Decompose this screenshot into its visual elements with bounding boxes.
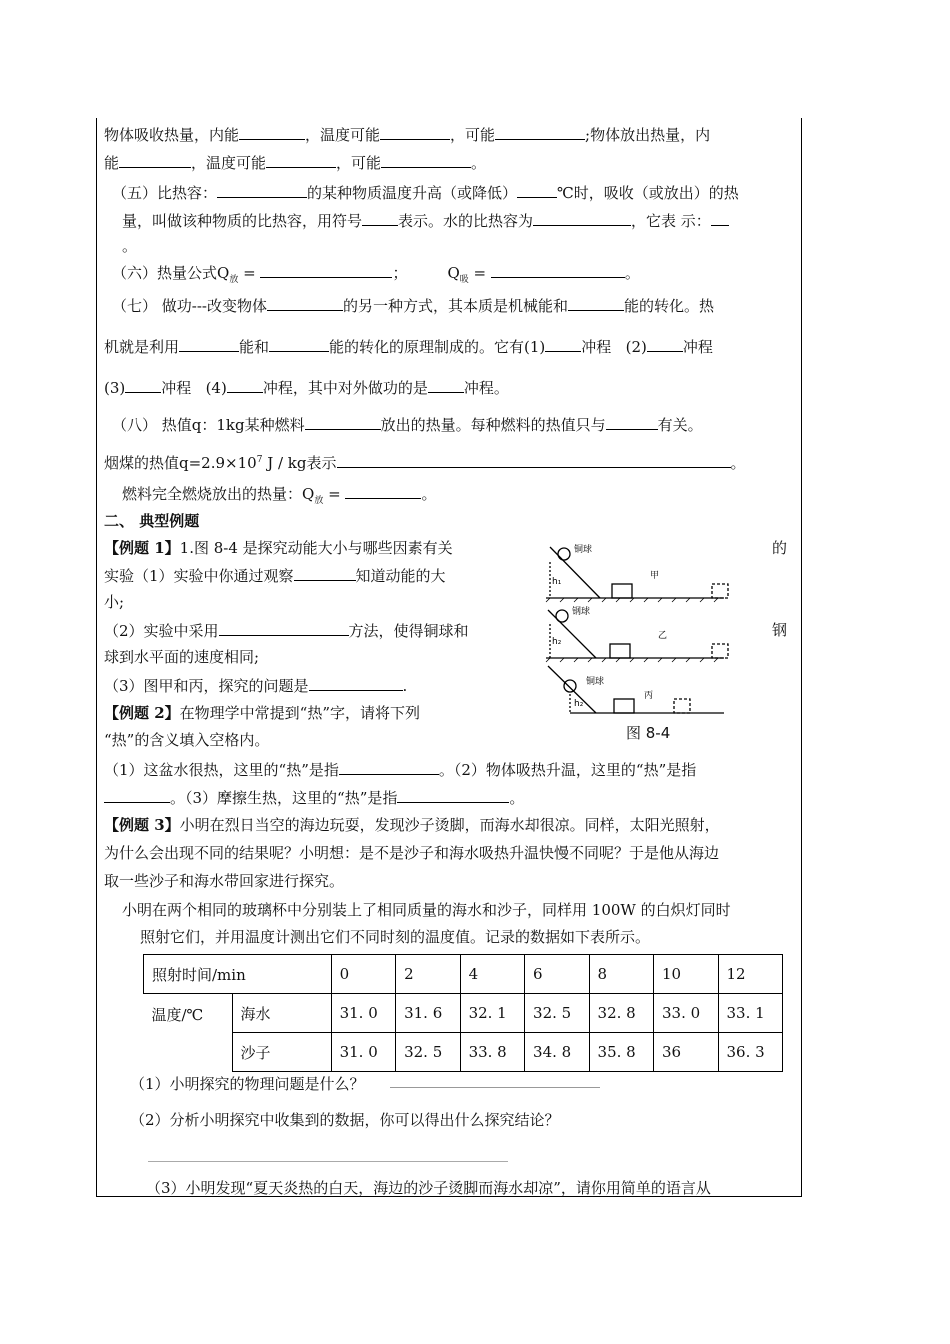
blank[interactable] bbox=[362, 210, 398, 226]
table-cell: 0 bbox=[331, 955, 395, 994]
blank[interactable] bbox=[545, 336, 581, 352]
text-line-7: （七） 做功---改变物体 的另一种方式，其本质是机械能和 能的转化。热 bbox=[112, 297, 715, 315]
table-cell: 35. 8 bbox=[589, 1033, 653, 1072]
label-steel-ball: 钢球 bbox=[572, 607, 591, 617]
blank[interactable] bbox=[227, 377, 263, 393]
text-line-4: 量，叫做该种物质的比热容，用符号 表示。水的比热容为 ，它表 示： bbox=[122, 210, 729, 231]
example-2-line-1: 【例题 2】在物理学中常提到“热”字，请将下列 bbox=[104, 704, 421, 722]
table-cell: 33. 8 bbox=[460, 1033, 524, 1072]
blank[interactable] bbox=[269, 336, 329, 352]
example-1-line-1-end: 的 bbox=[772, 539, 788, 557]
label-bing: 丙 bbox=[644, 691, 654, 701]
table-cell: 31. 0 bbox=[331, 994, 395, 1033]
table-row-sand bbox=[144, 1033, 783, 1072]
table-cell: 36. 3 bbox=[718, 1033, 783, 1072]
example-1-line-3: 小; bbox=[104, 593, 125, 611]
table-cell: 33. 0 bbox=[654, 994, 718, 1033]
table-cell: 33. 1 bbox=[718, 994, 783, 1033]
example-3-line-3: 取一些沙子和海水带回家进行探究。 bbox=[104, 872, 345, 890]
blank[interactable] bbox=[260, 262, 392, 278]
example-1-line-2: 实验（1）实验中你通过观察 知道动能的大 bbox=[104, 567, 446, 585]
blank[interactable] bbox=[339, 759, 439, 775]
row-name: 海水 bbox=[232, 994, 331, 1033]
blank[interactable] bbox=[381, 152, 471, 168]
example-2-line-2: “热”的含义填入空格内。 bbox=[104, 731, 270, 749]
text-line-2: 能 ，温度可能 ，可能 。 bbox=[104, 154, 487, 172]
blank[interactable] bbox=[267, 295, 343, 311]
blank[interactable] bbox=[217, 182, 307, 198]
blank[interactable] bbox=[491, 262, 625, 278]
blank[interactable] bbox=[266, 152, 336, 168]
text-line-5: 。 bbox=[122, 237, 138, 255]
text-line-9: (3) 冲程 (4) 冲程，其中对外做功的是 冲程。 bbox=[104, 379, 509, 397]
blank[interactable] bbox=[239, 124, 305, 140]
answer-line-2[interactable] bbox=[148, 1161, 508, 1162]
example-2-line-3: （1）这盆水很热，这里的“热”是指 。（2）物体吸热升温，这里的“热”是指 bbox=[104, 761, 697, 779]
question-2: （2）分析小明探究中收集到的数据，你可以得出什么探究结论？ bbox=[130, 1111, 560, 1129]
example-1-line-6: （3）图甲和丙，探究的问题是 . bbox=[104, 677, 408, 695]
example-3-line-1: 【例题 3】小明在烈日当空的海边玩耍，发现沙子烫脚，而海水却很凉。同样，太阳光照射， bbox=[104, 816, 720, 834]
table-cell: 32. 1 bbox=[460, 994, 524, 1033]
table-cell: 32. 5 bbox=[525, 994, 589, 1033]
table-cell: 32. 5 bbox=[396, 1033, 460, 1072]
example-1-line-4-end: 钢 bbox=[772, 621, 788, 639]
blank[interactable] bbox=[647, 336, 683, 352]
blank[interactable] bbox=[606, 414, 658, 430]
table-row-seawater bbox=[144, 994, 783, 1033]
text-line-12: 燃料完全燃烧放出的热量：$Q_放$ = 。 bbox=[122, 485, 437, 506]
label-h3: h₂ bbox=[574, 699, 584, 709]
table-row-time bbox=[144, 955, 783, 994]
blank[interactable] bbox=[380, 124, 450, 140]
blank[interactable] bbox=[219, 620, 349, 636]
text-line-3: （五）比热容： 的某种物质温度升高（或降低） ℃时，吸收（或放出）的热 bbox=[112, 184, 739, 202]
label-copper-ball: 铜球 bbox=[574, 545, 593, 555]
blank[interactable] bbox=[125, 377, 161, 393]
data-table bbox=[143, 954, 783, 1072]
question-3: （3）小明发现“夏天炎热的白天，海边的沙子烫脚而海水却凉”，请你用简单的语言从 bbox=[146, 1179, 711, 1197]
table-cell: 36 bbox=[654, 1033, 718, 1072]
table-cell: 6 bbox=[525, 955, 589, 994]
table-cell: 2 bbox=[396, 955, 460, 994]
blank[interactable] bbox=[119, 152, 191, 168]
blank[interactable] bbox=[495, 124, 585, 140]
blank[interactable] bbox=[337, 452, 731, 468]
blank[interactable] bbox=[179, 336, 239, 352]
table-cell: 31. 0 bbox=[331, 1033, 395, 1072]
label-h1: h₁ bbox=[552, 577, 562, 587]
label-jia: 甲 bbox=[650, 571, 660, 581]
label-copper-ball-3: 铜球 bbox=[586, 677, 605, 687]
table-cell: 31. 6 bbox=[396, 994, 460, 1033]
text-line-8: 机就是利用 能和 能的转化的原理制成的。它有(1) 冲程 (2) 冲程 bbox=[104, 338, 713, 356]
row-name: 沙子 bbox=[232, 1033, 331, 1072]
example-1-line-1: 【例题 1】1.图 8-4 是探究动能大小与哪些因素有关 bbox=[104, 539, 453, 557]
text-line-10: （八） 热值q：1kg某种燃料 放出的热量。每种燃料的热值只与 有关。 bbox=[112, 416, 703, 434]
blank[interactable] bbox=[305, 414, 381, 430]
blank[interactable] bbox=[294, 565, 356, 581]
answer-line-1[interactable] bbox=[390, 1087, 600, 1088]
table-cell: 12 bbox=[718, 955, 783, 994]
blank[interactable] bbox=[533, 210, 631, 226]
example-3-line-2: 为什么会出现不同的结果呢？小明想：是不是沙子和海水吸热升温快慢不同呢？于是他从海边 bbox=[104, 844, 720, 862]
heat-formula-line: （六）热量公式$Q_放$ = ； $Q_吸$ = 。 bbox=[112, 264, 640, 285]
example-3-line-4: 小明在两个相同的玻璃杯中分别装上了相同质量的海水和沙子，同样用 100W 的白炽灯同时 bbox=[122, 901, 731, 919]
blank[interactable] bbox=[517, 182, 557, 198]
text-line-11: 烟煤的热值$q=2.9\times 10^7$ J / kg表示 。 bbox=[104, 454, 746, 472]
label-h2: h₂ bbox=[552, 637, 562, 647]
section-heading: 二、 典型例题 bbox=[104, 512, 200, 530]
blank[interactable] bbox=[104, 787, 170, 803]
blank[interactable] bbox=[397, 787, 509, 803]
table-cell: 32. 8 bbox=[589, 994, 653, 1033]
blank[interactable] bbox=[711, 210, 729, 226]
blank[interactable] bbox=[309, 675, 403, 691]
figure-8-4 bbox=[540, 538, 730, 718]
text-line-1: 物体吸收热量，内能 ，温度可能 ，可能 ;物体放出热量，内 bbox=[104, 126, 711, 144]
figure-caption: 图 8-4 bbox=[626, 724, 671, 742]
blank[interactable] bbox=[428, 377, 464, 393]
table-cell: 34. 8 bbox=[525, 1033, 589, 1072]
example-1-line-4: （2）实验中采用 方法，使得铜球和 bbox=[104, 622, 469, 640]
example-2-line-4: 。（3）摩擦生热，这里的“热”是指 。 bbox=[104, 787, 524, 808]
example-3-line-5: 照射它们，并用温度计测出它们不同时刻的温度值。记录的数据如下表所示。 bbox=[140, 928, 651, 946]
time-header: 照射时间/min bbox=[144, 955, 332, 994]
question-1: （1）小明探究的物理问题是什么？ bbox=[130, 1075, 365, 1093]
table-cell: 4 bbox=[460, 955, 524, 994]
blank[interactable] bbox=[568, 295, 624, 311]
table-cell: 10 bbox=[654, 955, 718, 994]
blank[interactable] bbox=[345, 483, 421, 499]
label-yi: 乙 bbox=[658, 631, 668, 641]
temp-header: 温度/℃ bbox=[144, 994, 233, 1072]
example-1-line-5: 球到水平面的速度相同; bbox=[104, 648, 260, 666]
table-cell: 8 bbox=[589, 955, 653, 994]
